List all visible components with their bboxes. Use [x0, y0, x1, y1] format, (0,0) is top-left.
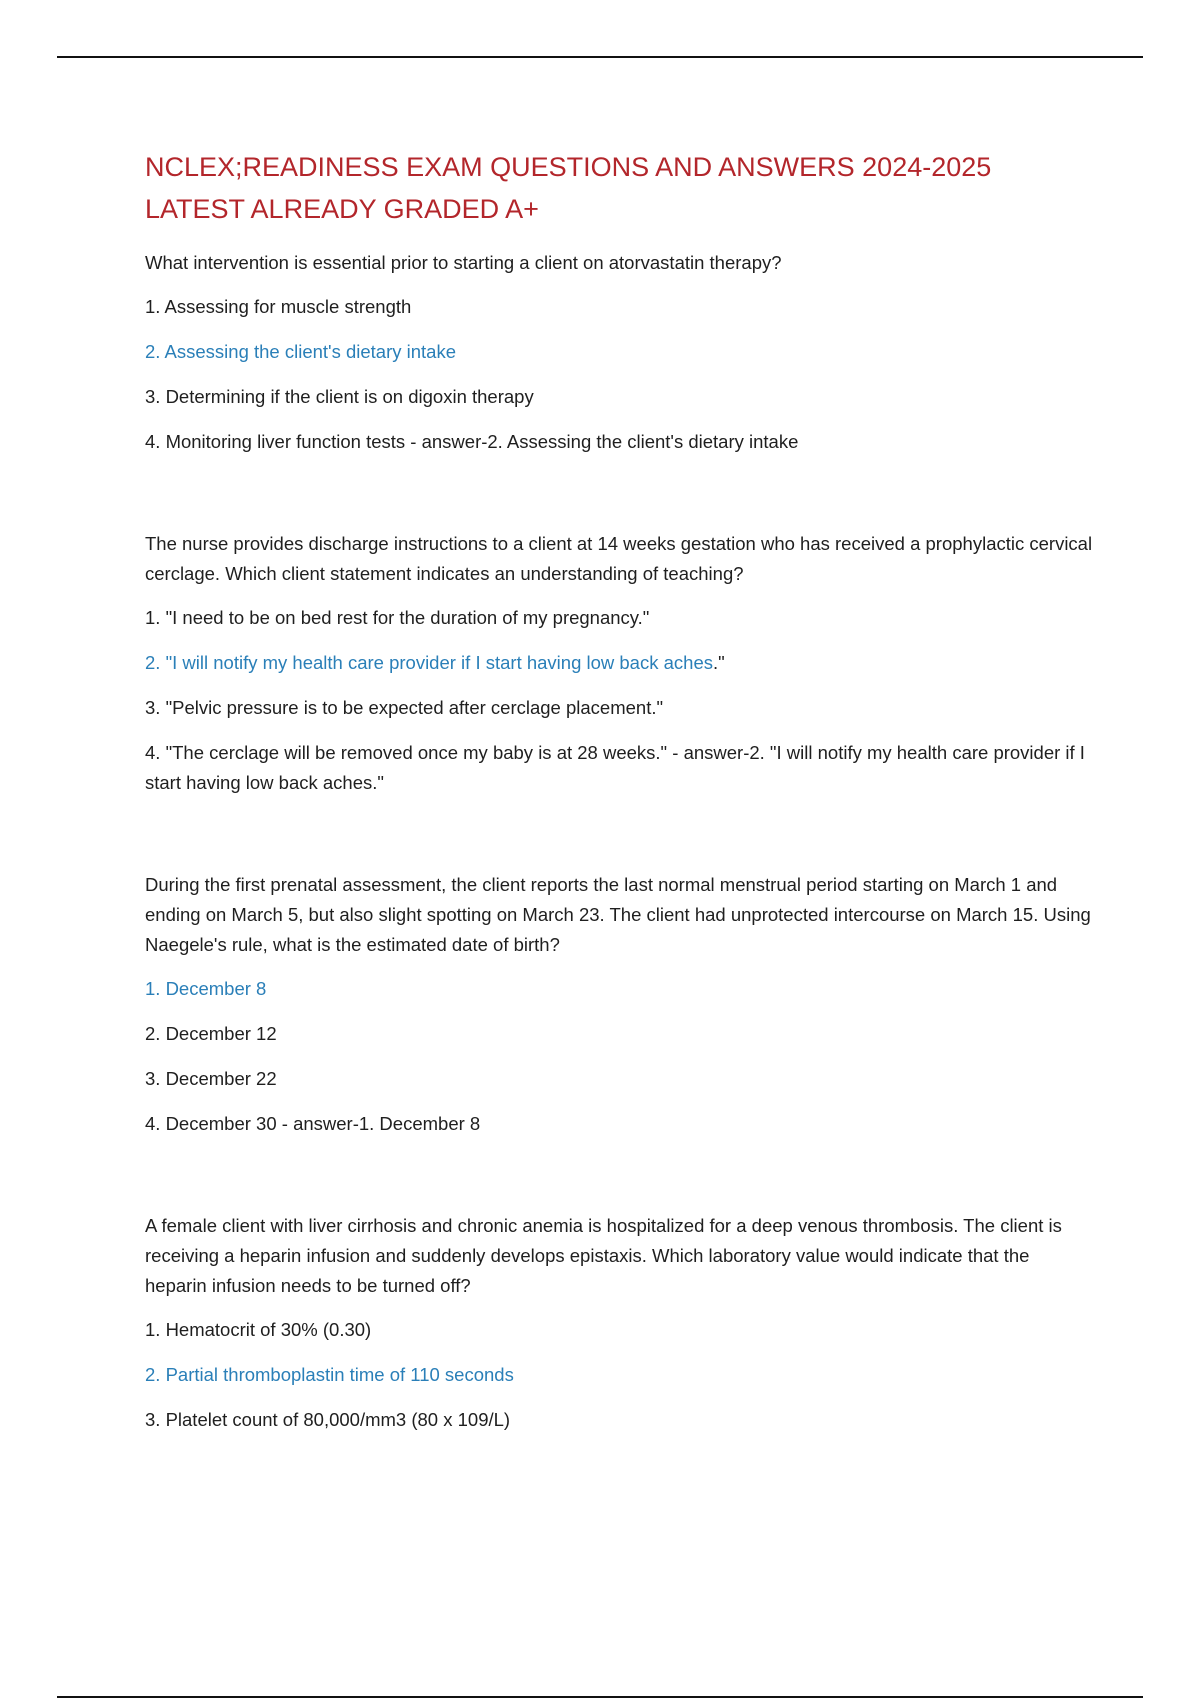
- answer-option-1: 1. "I need to be on bed rest for the duration of my pregnancy.": [145, 607, 650, 628]
- question-text: The nurse provides discharge instructions to a client at 14 weeks gestation who has received a prophylactic cervical cerclage. Which client statement indicates an understanding of teaching?: [145, 533, 1093, 584]
- answer-option-1: 1. Assessing for muscle strength: [145, 296, 412, 317]
- question-text: A female client with liver cirrhosis and chronic anemia is hospitalized for a deep venous thrombosis. The client is receiving a heparin infusion and suddenly develops epistaxis. Which laboratory value would indicate that the heparin infusion needs to be turned off?: [145, 1215, 1062, 1296]
- answer-option-4: 4. December 30 - answer-1. December 8: [145, 1113, 481, 1134]
- correct-answer-text: 2. "I will notify my health care provider if I start having low back aches: [145, 652, 713, 673]
- answer-option-3: 3. December 22: [145, 1068, 277, 1089]
- question-1: [145, 248, 1095, 457]
- answer-option-2: 2. December 12: [145, 1023, 277, 1044]
- answer-option-3: 3. "Pelvic pressure is to be expected after cerclage placement.": [145, 697, 664, 718]
- footer-rule: [57, 1696, 1143, 1698]
- question-text: What intervention is essential prior to starting a client on atorvastatin therapy?: [145, 252, 782, 273]
- answer-option-2-correct: [145, 648, 1095, 678]
- answer-option-1: 1. Hematocrit of 30% (0.30): [145, 1319, 372, 1340]
- answer-option-4: 4. "The cerclage will be removed once my baby is at 28 weeks." - answer-2. "I will notify my health care provider if I start having low back aches.": [145, 742, 1085, 793]
- document-body: [145, 146, 1095, 1507]
- header-rule: [57, 56, 1143, 58]
- answer-option-3: 3. Platelet count of 80,000/mm3 (80 x 109/L): [145, 1409, 511, 1430]
- question-text: During the first prenatal assessment, the client reports the last normal menstrual period starting on March 1 and ending on March 5, but also slight spotting on March 23. The client had unprotected intercourse on March 15. Using Naegele's rule, what is the estimated date of birth?: [145, 874, 1091, 955]
- question-4: [145, 1211, 1095, 1435]
- question-2: [145, 529, 1095, 798]
- question-3: [145, 870, 1095, 1139]
- answer-closing-quote: .": [712, 652, 725, 673]
- answer-option-2-correct: 2. Assessing the client's dietary intake: [145, 341, 457, 362]
- answer-option-1-correct: 1. December 8: [145, 978, 267, 999]
- answer-option-4: 4. Monitoring liver function tests - answer-2. Assessing the client's dietary intake: [145, 431, 799, 452]
- answer-option-3: 3. Determining if the client is on digoxin therapy: [145, 386, 534, 407]
- answer-option-2-correct: 2. Partial thromboplastin time of 110 seconds: [145, 1364, 514, 1385]
- document-title: NCLEX;READINESS EXAM QUESTIONS AND ANSWERS 2024-2025 LATEST ALREADY GRADED A+: [145, 152, 992, 224]
